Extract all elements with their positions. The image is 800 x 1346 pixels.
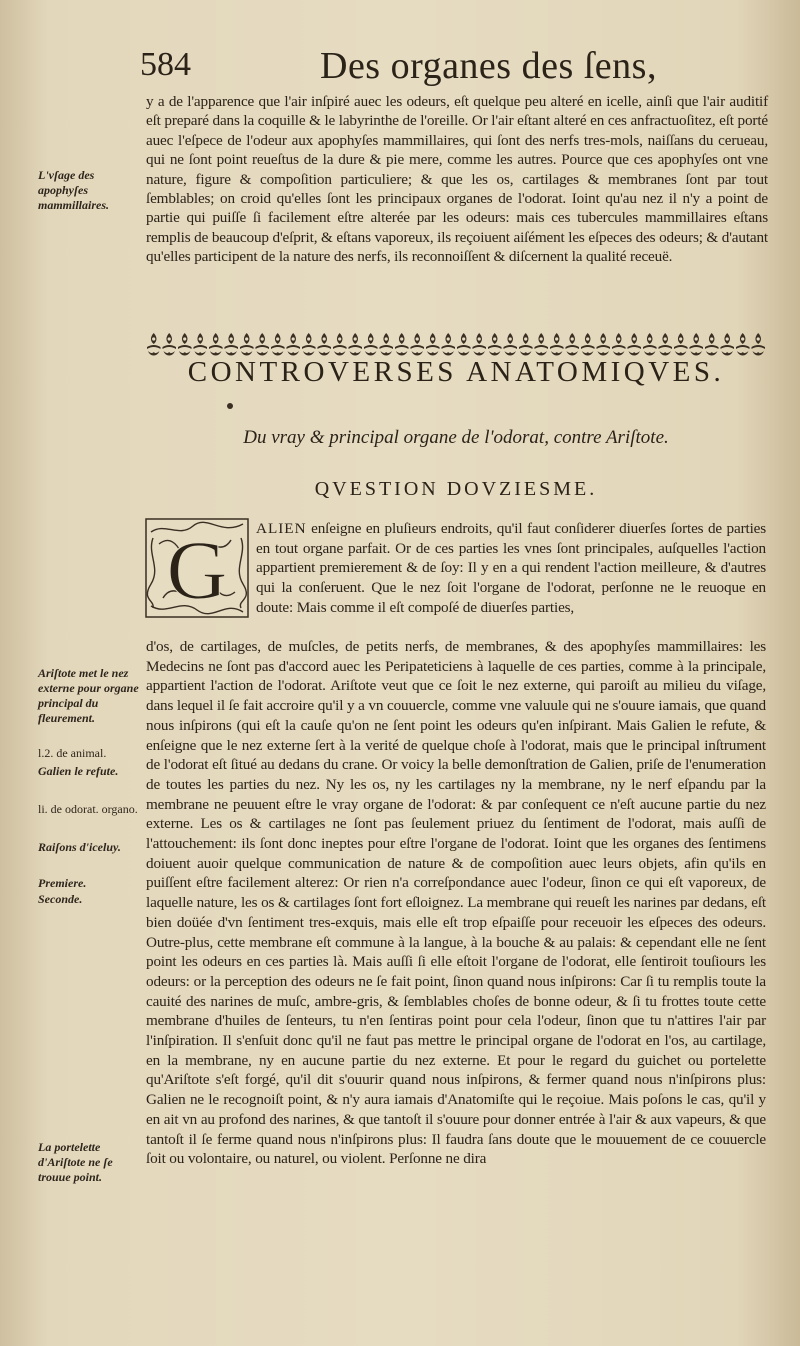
margin-note-ref-odorat: li. de odorat. organo. — [38, 802, 138, 816]
running-title: Des organes des ſens, — [320, 45, 657, 87]
main-text — [146, 637, 766, 1169]
page-number: 584 — [140, 46, 191, 83]
margin-note-portelette: La portelette d'Ariſtote ne ſe trouue point. — [38, 1140, 113, 1184]
drop-cap-letter: G — [166, 524, 228, 617]
top-paragraph-text: y a de l'apparence que l'air inſpiré auec les odeurs, eſt quelque peu alteré en icelle, ainſi que l'air auditif eſt preparé dans la coquille & le labyrinthe de l'oreille. Or l'air eſtant alteré en ces anfractuoſitez, eſt porté auec l'eſpece de l'odeur aux apophyſes mammillaires, qui ſont des nerfs tres-mols, naiſſans du cerueau, qui ne ſont point reueſtus de la dure & pie mere, comme les autres. Pource que ces apophyſes ont vne nature, figure & compoſition particuliere; & que les os, cartilages & membranes ſont par tout ſemblables; on croid qu'elles ſont les principaux organes de l'odorat. Ioint qu'au nez il n'y a point de partie qui puiſſe ſi facilement eſtre alterée par les odeurs: mais ces tubercules mammillaires eſtans remplis de beaucoup d'eſprit, & eſtans vaporeux, ils reçoiuent aiſément les eſpeces des odeurs; & d'autant qu'elles participent de la nature des nerfs, ils reconnoiſſent & diſcernent la qualité receuë. — [146, 93, 768, 266]
first-word: ALIEN — [256, 520, 307, 537]
question-heading: QVESTION DOVZIESME. — [314, 478, 598, 500]
ink-dot — [227, 403, 233, 409]
drop-cap-ornament — [145, 518, 249, 618]
margin-note-seconde: Seconde. — [38, 892, 83, 906]
first-paragraph — [256, 519, 766, 618]
top-paragraph — [146, 92, 768, 267]
margin-note-raisons: Raiſons d'iceluy. — [38, 840, 121, 854]
first-paragraph-text: enſeigne en pluſieurs endroits, qu'il faut conſiderer diuerſes ſortes de parties en tout organe parfait. Or de ces parties les vnes ſont principales, auſquelles l'action appartient premierement & de ſoy: Il y en a qui rendent l'action meilleure, & d'autres qui la conſeruent. Que le nez ſoit l'organe de l'odorat, perſonne ne le reuoque en doute: Mais comme il eſt compoſé de diuerſes parties, — [256, 520, 766, 616]
margin-note-premiere: Premiere. — [38, 876, 87, 890]
section-subtitle: Du vray & principal organe de l'odorat, contre Ariſtote. — [243, 427, 669, 448]
margin-note-ref-animal: l.2. de animal. — [38, 746, 107, 760]
margin-note-apophyses: L'vſage des apophyſes mammillaires. — [38, 168, 110, 212]
section-heading: CONTROVERSES ANATOMIQVES. — [187, 356, 725, 388]
main-text-body: d'os, de cartilages, de muſcles, de petits nerfs, de membranes, & des apophyſes mammillaires: les Medecins ne ſont pas d'accord auec les Peripateticiens à laquelle de ces parties, comme à la principale, appartient l'action de l'odorat. Ariſtote veut que ce ſoit le nez externe, qui paroiſt au milieu du viſage, dans lequel il ſe fait accroire qu'il y a vn couuercle, comme vne valuule qui ne s'ouure iamais, que quand nous inſpirons (qui eſt la cauſe qu'on ne ſent point les odeurs qu'en inſpirant. Mais Galien le refute, & enſeigne que le nez externe ſert à la verité de quelque choſe à l'odorat, mais que le principal inſtrument de l'odorat eſt ſitué au dedans du crane. Or voicy la belle demonſtration de Galien, priſe de l'enumeration de toutes les parties du nez. Ny les os, ny les cartilages ny la membrane, ny le nerf eſpandu par la membrane ne peuuent eſtre le vray organe de l'odorat: & par conſequent ce n'eſt aucune partie du nez externe. Les os & cartilages ne ſont pas ſeulement priuez du ſentiment de l'odorat, mais auſſi de l'attouchement: ils ſont donc ineptes pour eſtre l'organe de l'odorat. Ioint que les organes des ſentimens doiuent auoir quelque communication de nature & de compoſition auec leurs objets, afin qu'ils en puiſſent eſtre facilement alterez: Or rien n'a correſpondance auec l'odeur, ſinon ce qui eſt vaporeux, de laquelle nature, les os & cartilages ſont fort eſloignez. La membrane qui reueſt les narines par dedans, eſt bien doüée d'vn ſentiment tres-exquis, mais elle eſt trop eſpaiſſe pour receuoir les eſpeces des odeurs. Outre-plus, cette membrane eſt commune à la langue, à la bouche & au palais: & cependant elle ne ſent point les odeurs en ces parties là. Mais auſſi ſi elle eſtoit l'organe de l'odorat, elle ſentiroit touſiours les odeurs: or la perception des odeurs ne ſe fait point, ſinon quand nous inſpirons: Car ſi tu remplis toute la cauité des narines de muſc, ambre-gris, & ſemblables choſes de bonne odeur, & ſi tu frottes toute cette membrane d'huiles de ſenteurs, tu n'en ſentiras point pour cela l'odeur, ſinon que tu n'attires l'air par l'inſpiration. Il s'enſuit donc qu'il ne faut pas mettre le principal organe de l'odorat en l'os, au cartilage, en la membrane, ny en aucune partie du nez externe. Et pour le regard du guichet ou portelette qu'Ariſtote s'eſt forgé, qu'il dit s'ouurir quand nous inſpirons, & fermer quand nous n'inſpirons plus: Galien ne le recognoiſt point, & n'y aura iamais d'Anatomiſte qui le reçoiue. Mais poſons le cas, qu'il y en ait vn au profond des narines, & que tantoſt il s'ouure pour donner entrée à l'air & aux vapeurs, & que tantoſt il ſe ferme quand nous n'inſpirons plus: Il faudra ſans doute que le mouuement de ce couuercle ſoit ou volontaire, ou naturel, ou violent. Perſonne ne dira — [146, 638, 766, 1168]
ornament-band — [146, 331, 766, 359]
page-header — [120, 44, 760, 88]
margin-note-aristote: Ariſtote met le nez externe pour organe principal du fleurement. — [38, 666, 139, 725]
margin-note-galien: Galien le refute. — [38, 764, 119, 778]
